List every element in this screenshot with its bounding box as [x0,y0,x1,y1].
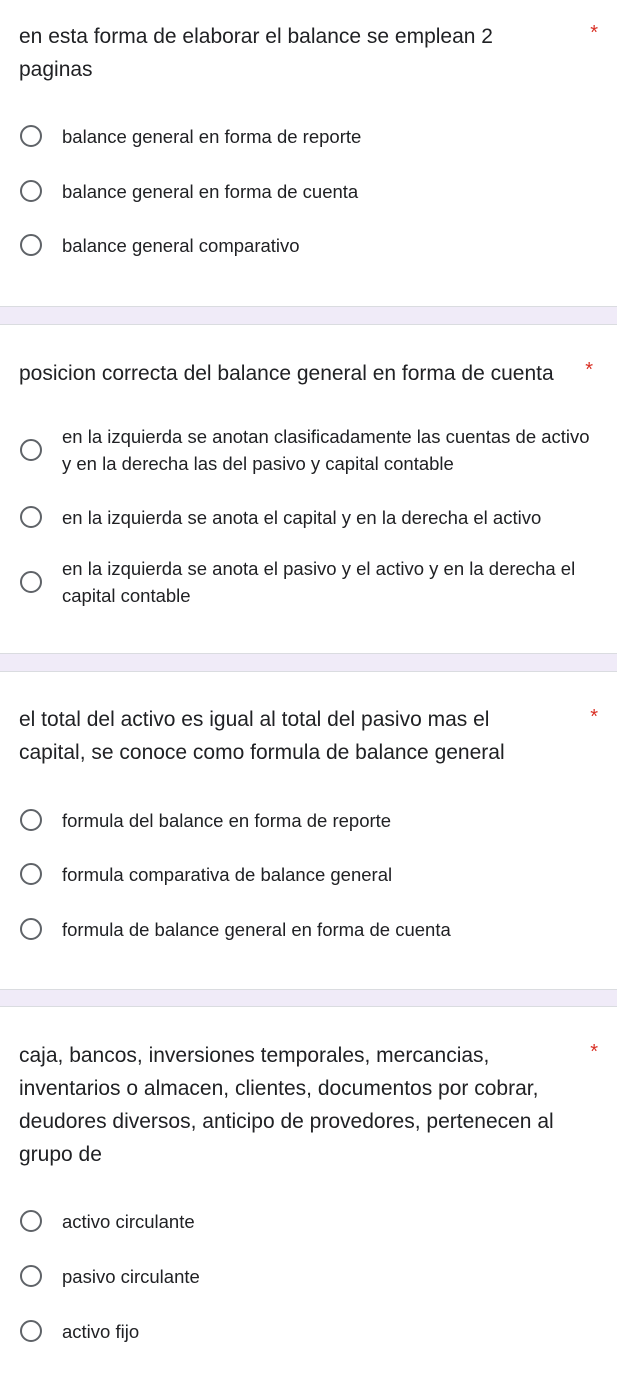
question-title: posicion correcta del balance general en forma de cuenta [19,362,554,385]
radio-button[interactable] [20,1210,42,1232]
question-title: en esta forma de elaborar el balance se emplean 2 paginas [19,25,493,81]
radio-button[interactable] [20,234,42,256]
question-card-3 [0,671,617,990]
option-label: en la izquierda se anota el capital y en la derecha el activo [62,507,542,528]
option-label: balance general en forma de cuenta [62,181,359,202]
option-label: balance general en forma de reporte [62,126,362,147]
option-row[interactable] [0,232,617,259]
option-row[interactable] [0,1318,617,1345]
option-row[interactable] [0,916,617,943]
question-title: caja, bancos, inversiones temporales, mercancias, inventarios o almacen, clientes, documentos por cobrar, deudores diversos, anticipo de provedores, pertenecen al grupo de [19,1044,554,1166]
question-card-2 [0,324,617,654]
radio-button[interactable] [20,1320,42,1342]
radio-button[interactable] [20,809,42,831]
option-row[interactable] [0,1263,617,1290]
radio-button[interactable] [20,439,42,461]
option-label: activo circulante [62,1211,195,1232]
option-row[interactable] [0,1208,617,1235]
option-row[interactable] [0,861,617,888]
radio-button[interactable] [20,180,42,202]
option-label: pasivo circulante [62,1266,200,1287]
question-card-4 [0,1006,617,1384]
option-row[interactable] [0,178,617,205]
required-asterisk: * [590,1041,598,1063]
option-label: en la izquierda se anota el pasivo y el activo y en la derecha el capital contable [62,558,576,606]
radio-button[interactable] [20,125,42,147]
radio-button[interactable] [20,1265,42,1287]
radio-button[interactable] [20,506,42,528]
option-row[interactable] [0,123,617,150]
question-title: el total del activo es igual al total del pasivo mas el capital, se conoce como formula de balance general [19,708,505,764]
option-row[interactable] [0,504,617,531]
radio-button[interactable] [20,918,42,940]
required-asterisk: * [590,22,598,44]
radio-button[interactable] [20,571,42,593]
option-row[interactable] [0,423,617,477]
question-card-1 [0,0,617,307]
option-label: formula comparativa de balance general [62,864,393,885]
required-asterisk: * [585,359,593,381]
option-row[interactable] [0,555,617,609]
option-label: activo fijo [62,1321,140,1342]
option-row[interactable] [0,807,617,834]
option-label: en la izquierda se anotan clasificadamente las cuentas de activo y en la derecha las del pasivo y capital contable [62,426,590,474]
required-asterisk: * [590,706,598,728]
option-label: formula de balance general en forma de cuenta [62,919,451,940]
option-label: formula del balance en forma de reporte [62,810,392,831]
radio-button[interactable] [20,863,42,885]
option-label: balance general comparativo [62,235,300,256]
